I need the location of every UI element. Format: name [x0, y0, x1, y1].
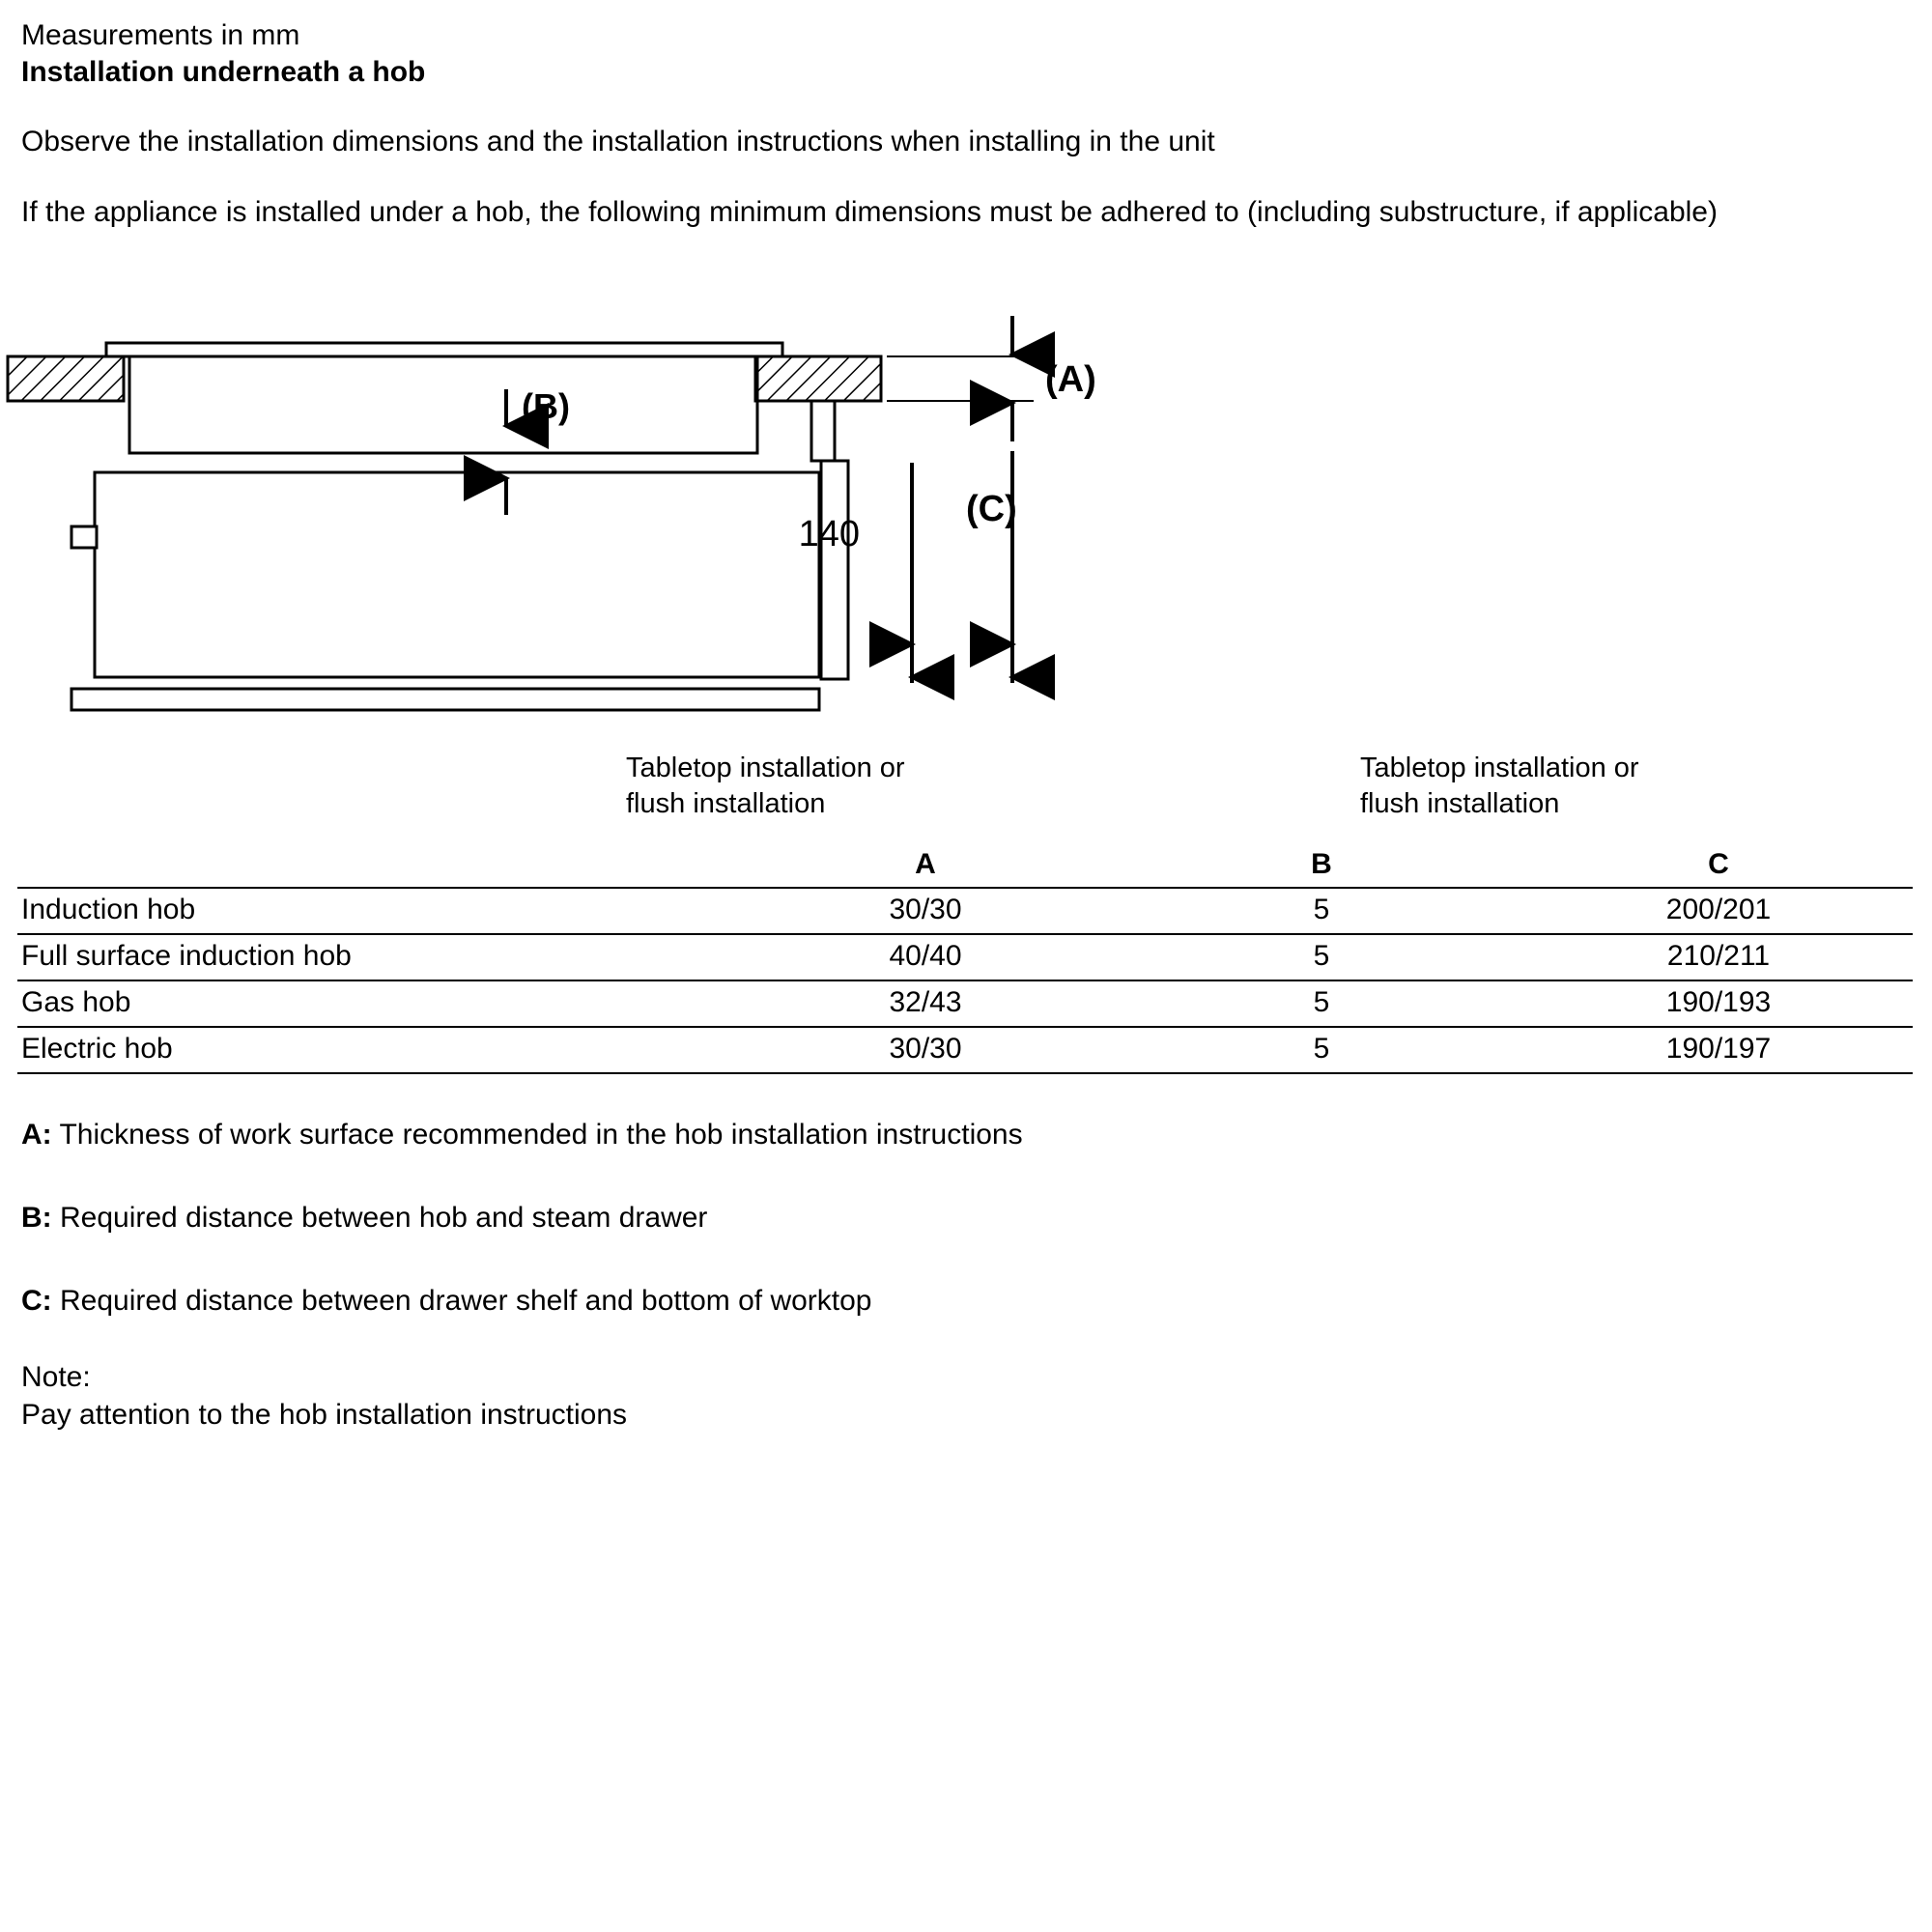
group-heading-right-line1: Tabletop installation or [1360, 752, 1639, 783]
steam-drawer-body [71, 461, 848, 710]
group-heading-right [1360, 751, 1639, 822]
row-value-c: 190/197 [1524, 1027, 1913, 1073]
legend-text-c: Required distance between drawer shelf and bottom of worktop [60, 1284, 872, 1317]
diagram-label-a: (A) [1045, 358, 1096, 400]
row-value-c: 190/193 [1524, 980, 1913, 1027]
diagram-label-b: (B) [522, 385, 570, 426]
row-value-c: 210/211 [1524, 934, 1913, 980]
minimum-dimensions-paragraph: If the appliance is installed under a hob, the following minimum dimensions must be adhered to (including substructure, if applicable) [21, 195, 1718, 228]
dimensions-table-block [0, 751, 1932, 1074]
row-value-a: 40/40 [732, 934, 1119, 980]
column-header-label [17, 843, 732, 888]
note-title: Note: [21, 1360, 91, 1393]
row-value-a: 30/30 [732, 888, 1119, 934]
legend-key-a: A: [21, 1118, 52, 1151]
diagram-dim-140: 140 [798, 513, 860, 554]
table-row [17, 1027, 1913, 1073]
group-heading-right-line2: flush installation [1360, 787, 1560, 819]
worktop-assembly [8, 343, 881, 461]
dimension-c [966, 451, 1017, 683]
dimensions-table [17, 843, 1913, 1074]
group-heading-left-line1: Tabletop installation or [626, 752, 905, 783]
legend-key-c: C: [21, 1284, 52, 1317]
table-row [17, 980, 1913, 1027]
row-label: Induction hob [17, 888, 732, 934]
diagram-svg [0, 306, 1932, 712]
row-value-b: 5 [1119, 934, 1524, 980]
row-label: Gas hob [17, 980, 732, 1027]
diagram-label-c: (C) [966, 488, 1017, 529]
column-header-a: A [732, 843, 1119, 888]
note-block [0, 1358, 1932, 1434]
legend-item-b [21, 1202, 1911, 1235]
row-value-a: 30/30 [732, 1027, 1119, 1073]
table-row [17, 934, 1913, 980]
measurements-line: Measurements in mm [21, 19, 300, 51]
row-value-b: 5 [1119, 980, 1524, 1027]
legend-key-b: B: [21, 1201, 52, 1234]
table-group-headings [17, 751, 1915, 843]
intro-block [0, 0, 1932, 231]
row-label: Full surface induction hob [17, 934, 732, 980]
legend-block [0, 1119, 1932, 1318]
observe-paragraph: Observe the installation dimensions and the installation instructions when installing in the unit [21, 125, 1215, 157]
row-value-a: 32/43 [732, 980, 1119, 1027]
group-heading-left [626, 751, 905, 822]
row-value-b: 5 [1119, 1027, 1524, 1073]
row-value-b: 5 [1119, 888, 1524, 934]
row-label: Electric hob [17, 1027, 732, 1073]
table-header-row [17, 843, 1913, 888]
column-header-c: C [1524, 843, 1913, 888]
row-value-c: 200/201 [1524, 888, 1913, 934]
page-title: Installation underneath a hob [21, 56, 426, 89]
dimension-a [887, 316, 1096, 441]
installation-diagram [0, 306, 1932, 712]
legend-text-a: Thickness of work surface recommended in the hob installation instructions [59, 1118, 1023, 1151]
legend-item-a [21, 1119, 1911, 1151]
column-header-b: B [1119, 843, 1524, 888]
table-row [17, 888, 1913, 934]
group-heading-left-line2: flush installation [626, 787, 826, 819]
legend-item-c [21, 1285, 1911, 1318]
legend-text-b: Required distance between hob and steam drawer [60, 1201, 708, 1234]
note-text: Pay attention to the hob installation instructions [21, 1398, 628, 1431]
